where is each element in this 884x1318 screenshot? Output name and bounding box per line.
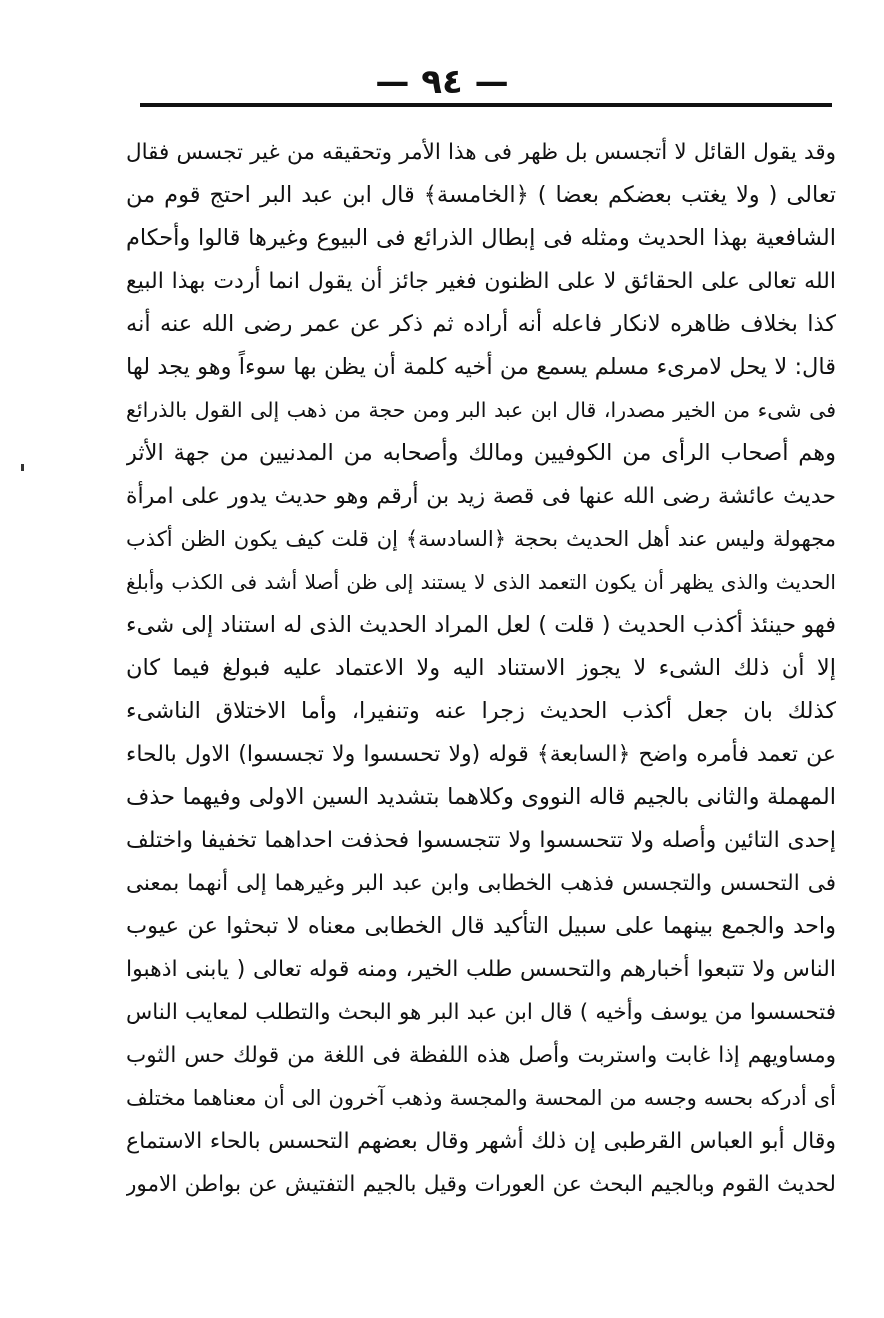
text-line: فى التحسس والتجسس فذهب الخطابى وابن عبد البر وغيرهما إلى أنهما بمعنى: [126, 871, 836, 896]
text-line: الله تعالى على الحقائق لا على الظنون فغير جائز أن يقول انما أردت بهذا البيع: [126, 269, 836, 294]
text-line: وهم أصحاب الرأى من الكوفيين ومالك وأصحابه من المدنيين من جهة الأثر: [126, 440, 836, 466]
text-line: حديث عائشة رضى الله عنها فى قصة زيد بن أرقم وهو حديث يدور على امرأة: [126, 484, 836, 509]
body-text: [126, 131, 836, 1206]
text-line: الناس ولا تتبعوا أخبارهم والتحسس طلب الخير، ومنه قوله تعالى ( يابنى اذهبوا: [126, 957, 836, 982]
text-line: الشافعية بهذا الحديث ومثله فى إبطال الذرائع فى البيوع وغيرها قالوا وأحكام: [126, 225, 836, 251]
text-line: مجهولة وليس عند أهل الحديث بحجة ﴿السادسة﴾ إن قلت كيف يكون الظن أكذب: [126, 527, 836, 551]
text-line: فهو حينئذ أكذب الحديث ( قلت ) لعل المراد الحديث الذى له استناد إلى شىء: [126, 612, 836, 638]
text-line: فتحسسوا من يوسف وأخيه ) قال ابن عبد البر هو البحث والتطلب لمعايب الناس: [126, 1000, 836, 1025]
text-line: فى شىء من الخير مصدرا، قال ابن عبد البر ومن حجة من ذهب إلى القول بالذرائع: [126, 398, 836, 422]
text-line: لحديث القوم وبالجيم البحث عن العورات وقيل بالجيم التفتيش عن بواطن الامور: [126, 1172, 836, 1197]
text-line: كذلك بان جعل أكذب الحديث زجرا عنه وتنفيرا، وأما الاختلاق الناشىء: [126, 698, 836, 724]
text-line: كذا بخلاف ظاهره لانكار فاعله أنه أراده ثم ذكر عن عمر رضى الله عنه أنه: [126, 311, 836, 337]
text-line: وقد يقول القائل لا أتجسس بل ظهر فى هذا الأمر وتحقيقه من غير تجسس فقال: [126, 140, 836, 165]
text-line: إلا أن ذلك الشىء لا يجوز الاستناد اليه ولا الاعتماد عليه فبولغ فيما كان: [126, 655, 836, 681]
text-line: وقال أبو العباس القرطبى إن ذلك أشهر وقال بعضهم التحسس بالحاء الاستماع: [126, 1129, 836, 1154]
text-line: الحديث والذى يظهر أن يكون التعمد الذى لا يستند إلى ظن أصلا أشد فى الكذب وأبلغ: [126, 570, 836, 594]
text-line: المهملة والثانى بالجيم قاله النووى وكلاهما بتشديد السين الاولى وفيهما حذف: [126, 784, 836, 810]
page-number: — ٩٤ —: [375, 62, 509, 102]
text-line: إحدى التائين وأصله ولا تتحسسوا ولا تتجسسوا فحذفت احداهما تخفيفا واختلف: [126, 828, 836, 853]
header-rule: [140, 103, 832, 107]
text-line: عن تعمد فأمره واضح ﴿السابعة﴾ قوله (ولا تحسسوا ولا تجسسوا) الاول بالحاء: [126, 742, 836, 767]
text-line: قال: لا يحل لامرىء مسلم يسمع من أخيه كلمة أن يظن بها سوءاً وهو يجد لها: [126, 354, 836, 380]
text-line: أى أدركه بحسه وجسه من المحسة والمجسة وذهب آخرون الى أن معناهما مختلف: [126, 1086, 836, 1110]
text-line: ومساويهم إذا غابت واستربت وأصل هذه اللفظة فى اللغة من قولك حس الثوب: [126, 1043, 836, 1068]
margin-speck: [21, 464, 24, 471]
text-line: واحد والجمع بينهما على سبيل التأكيد قال الخطابى معناه لا تبحثوا عن عيوب: [126, 913, 836, 939]
text-line: تعالى ( ولا يغتب بعضكم بعضا ) ﴿الخامسة﴾ قال ابن عبد البر احتج قوم من: [126, 182, 836, 208]
